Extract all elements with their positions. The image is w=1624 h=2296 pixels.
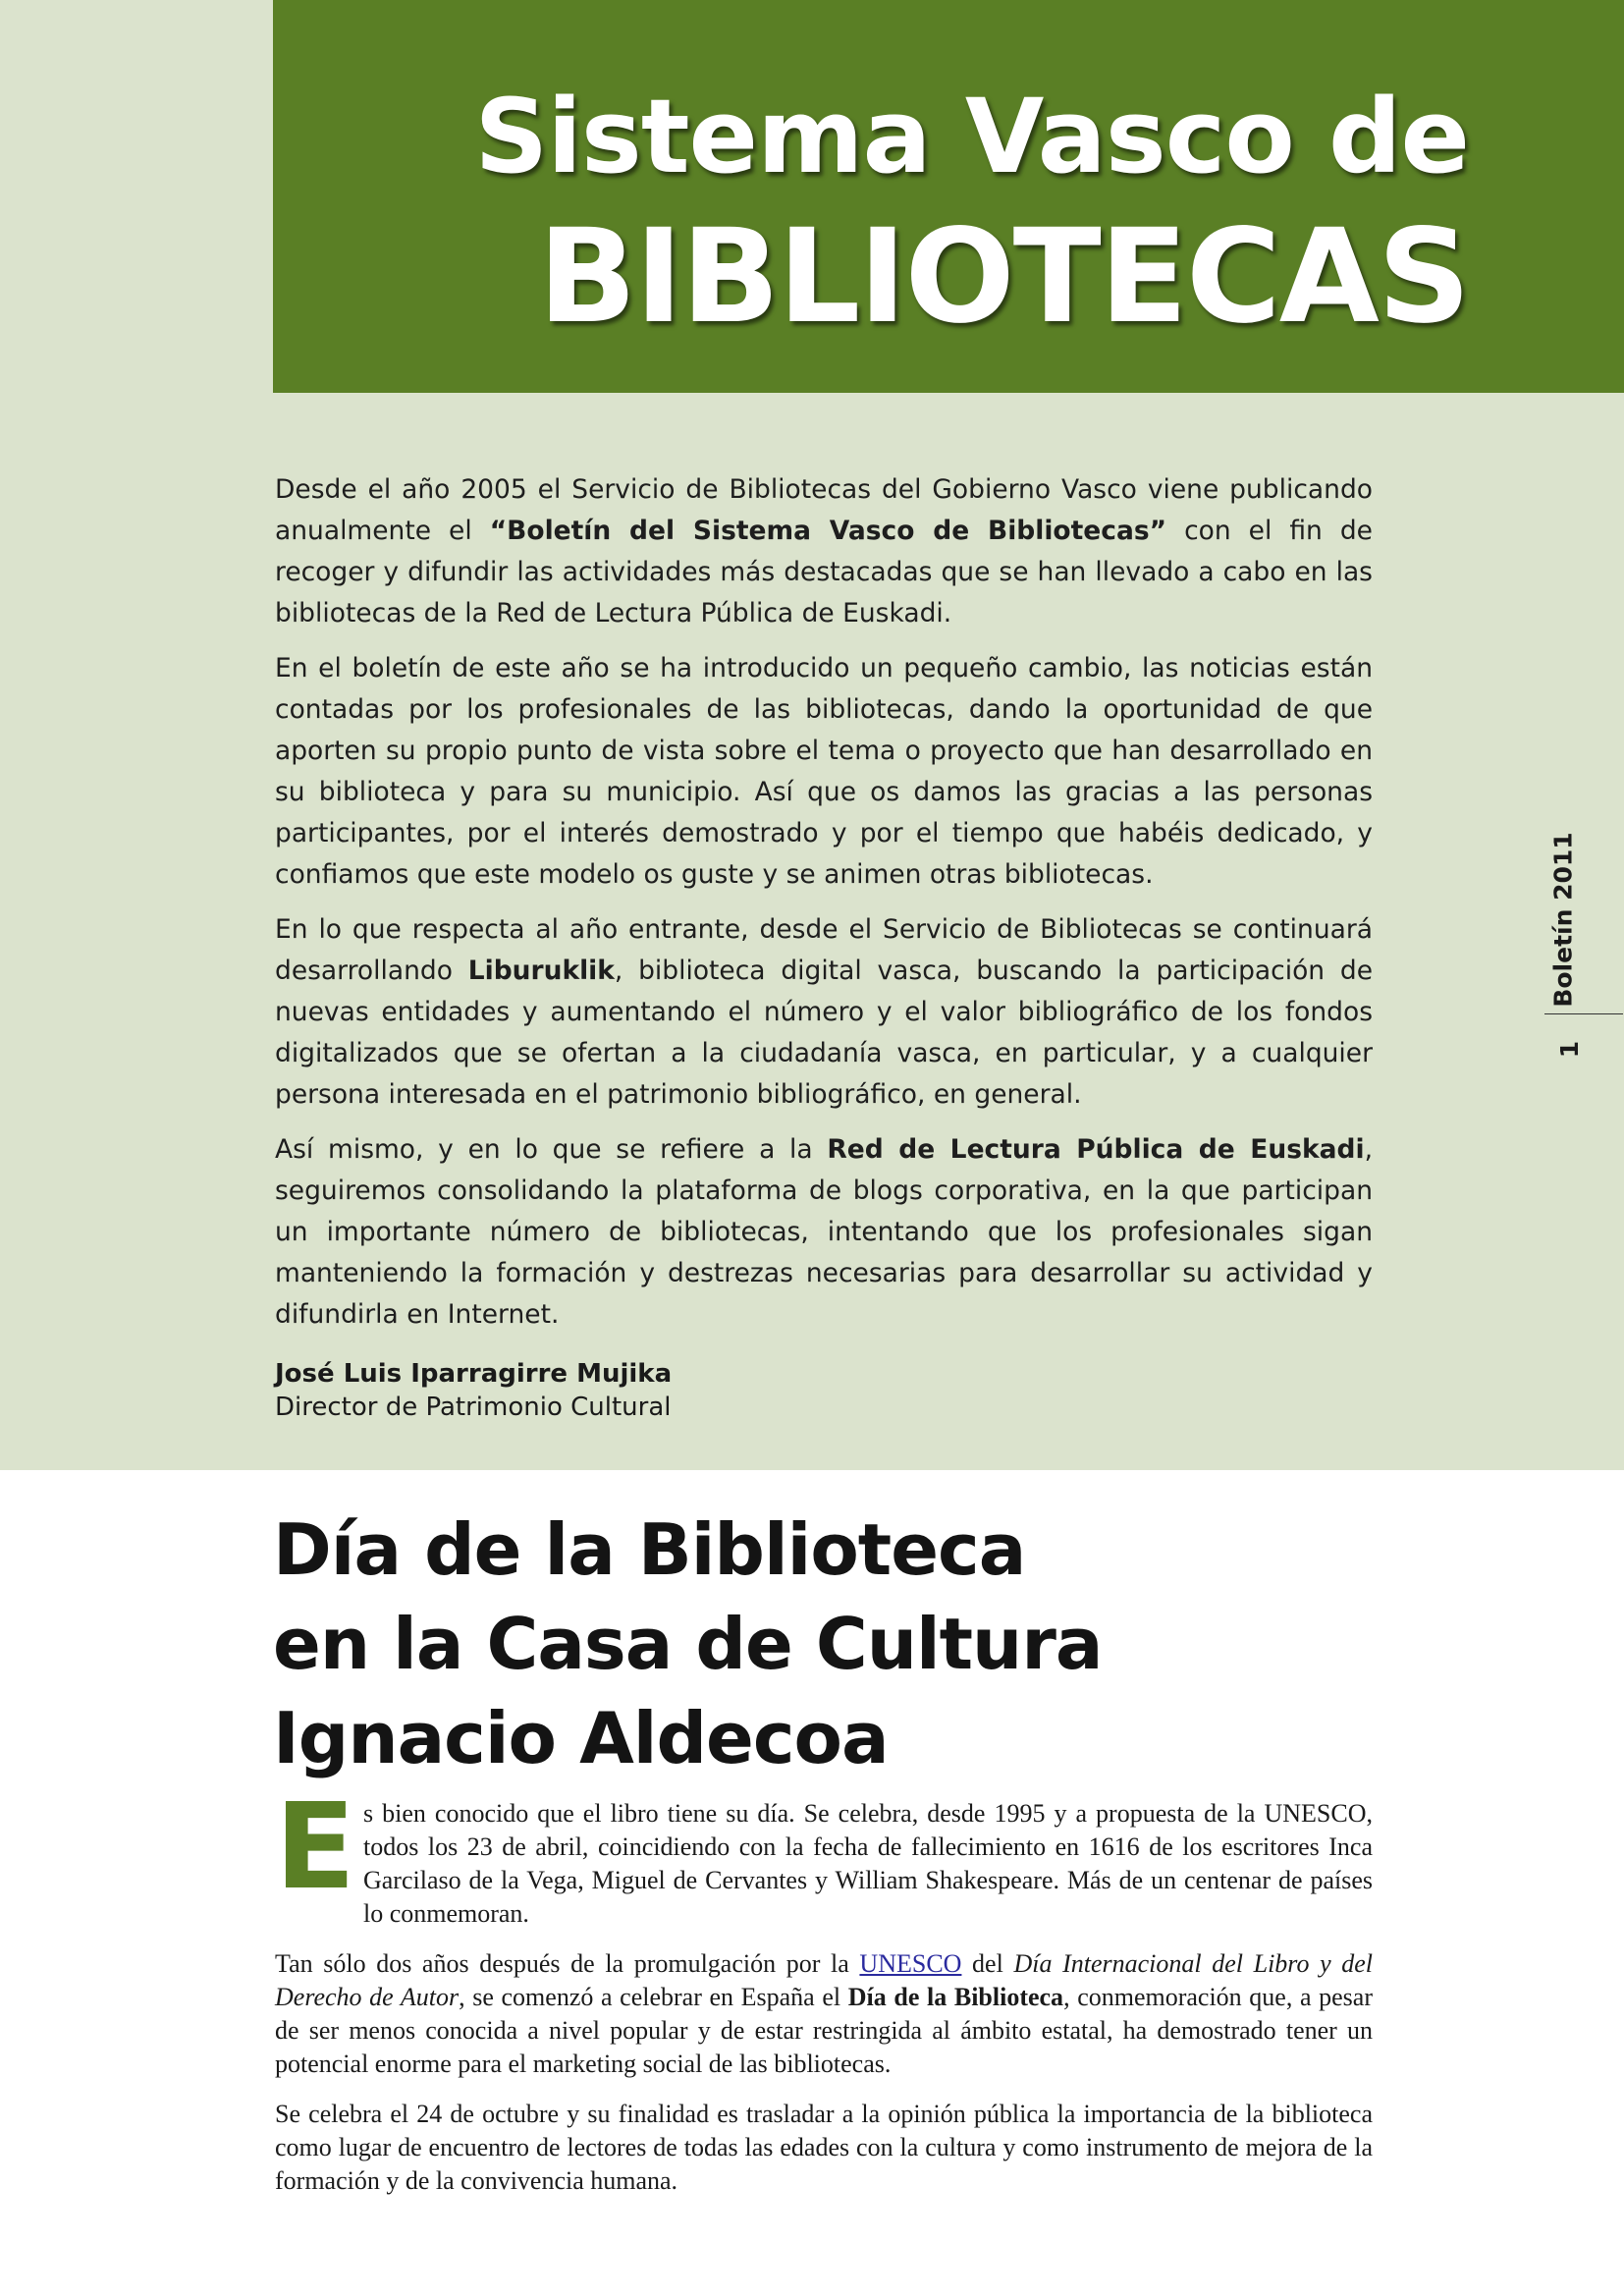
signature-block [275, 1357, 672, 1424]
intro-p4-text-b: , seguiremos consolidando la plataforma de blogs corporativa, en la que participan un importante número de bibliotecas, intentando que los profesionales sigan manteniendo la formación y destrezas necesarias para desarrollar su actividad y difundirla en Internet. [275, 1134, 1373, 1330]
article-paragraph-3: Se celebra el 24 de octubre y su finalidad es trasladar a la opinión pública la importancia de la biblioteca como lugar de encuentro de lectores de todas las edades con la cultura y como instrumento de mejora de la formación y de la convivencia humana. [275, 2100, 1373, 2195]
side-label [1542, 831, 1585, 1008]
page-number [1555, 1029, 1585, 1068]
article-p2-text-a: Tan sólo dos años después de la promulgación por la [275, 1949, 860, 1978]
article-body [275, 1779, 1374, 2214]
network-name: Red de Lectura Pública de Euskadi [827, 1134, 1365, 1165]
side-label-text: Boletín 2011 [1548, 831, 1578, 1008]
article-p2-text-c: , se comenzó a celebrar en España el [459, 1983, 848, 2011]
title-line-1: Sistema Vasco de [474, 77, 1469, 196]
intro-paragraph-1 [275, 469, 1373, 634]
signature-name: José Luis Iparragirre Mujika [275, 1359, 673, 1389]
liburuklik-term: Liburuklik [467, 956, 615, 986]
intro-p3-text-a: En lo que respecta al año entrante, desde el Servicio de Bibliotecas se continuará desarrollando [275, 914, 1373, 986]
intro-p3-text-b: , biblioteca digital vasca, buscando la participación de nuevas entidades y aumentando el número y el valor bibliográfico de los fondos digitalizados que se ofertan a la ciudadanía vasca, en particular, y a cualquier persona interesada en el patrimonio bibliográfico, en general. [275, 956, 1374, 1110]
intro-paragraph-2: En el boletín de este año se ha introducido un pequeño cambio, las noticias están contadas por los profesionales de las bibliotecas, dando la oportunidad de que aporten su propio punto de vista sobre el tema o proyecto que han desarrollado en su biblioteca y para su municipio. Así que os damos las gracias a las personas participantes, por el interés demostrado y por el tiempo que habéis dedicado, y confiamos que este modelo os guste y se animen otras bibliotecas. [275, 653, 1373, 890]
article-p2-text-b: del [961, 1949, 1014, 1978]
intro-p1-text-b: con el fin de recoger y difundir las actividades más destacadas que se han llevado a cabo en las bibliotecas de la Red de Lectura Pública de Euskadi. [275, 516, 1373, 629]
intro-p1-text-a: Desde el año 2005 el Servicio de Bibliotecas del Gobierno Vasco viene publicando anualmente el [275, 474, 1373, 546]
intro-p4-text-a: Así mismo, y en lo que se refiere a la [275, 1134, 828, 1165]
drop-cap: E [275, 1779, 355, 1916]
article-title [273, 1503, 1451, 1785]
article-p1-text: s bien conocido que el libro tiene su día. Se celebra, desde 1995 y a propuesta de la UNESCO, todos los 23 de abril, coincidiendo con la fecha de fallecimiento en 1616 de los escritores Inca Garcilaso de la Vega, Miguel de Cervantes y William Shakespeare. Más de un centenar de países lo conmemoran. [362, 1799, 1373, 1928]
article-title-line: Día de la Biblioteca [273, 1508, 1026, 1591]
intro-paragraph-3 [275, 909, 1373, 1116]
intro-text [275, 469, 1373, 1349]
library-day-term: Día de la Biblioteca [847, 1983, 1064, 2011]
book-day-title: Día Internacional del Libro y del Derecho de Autor [275, 1949, 1374, 2011]
intro-paragraph-4 [275, 1129, 1373, 1336]
article-paragraph-2 [275, 1947, 1373, 2081]
title-line-2: BIBLIOTECAS [537, 201, 1469, 353]
side-divider [1544, 1013, 1623, 1014]
unesco-link[interactable]: UNESCO [859, 1949, 962, 1978]
article-title-line: Ignacio Aldecoa [273, 1697, 889, 1779]
page-number-text: 1 [1555, 1040, 1585, 1058]
bulletin-name: “Boletín del Sistema Vasco de Bibliotecas” [489, 516, 1167, 546]
article-p2-text-d: , conmemoración que, a pesar de ser menos conocida a nivel popular y de estar restringida al ámbito estatal, ha demostrado tener un potencial enorme para el marketing social de las bibliotecas. [275, 1983, 1373, 2078]
signature-role: Director de Patrimonio Cultural [275, 1393, 672, 1422]
article-paragraph-1 [275, 1779, 1373, 1931]
article-title-line: en la Casa de Cultura [273, 1603, 1103, 1685]
